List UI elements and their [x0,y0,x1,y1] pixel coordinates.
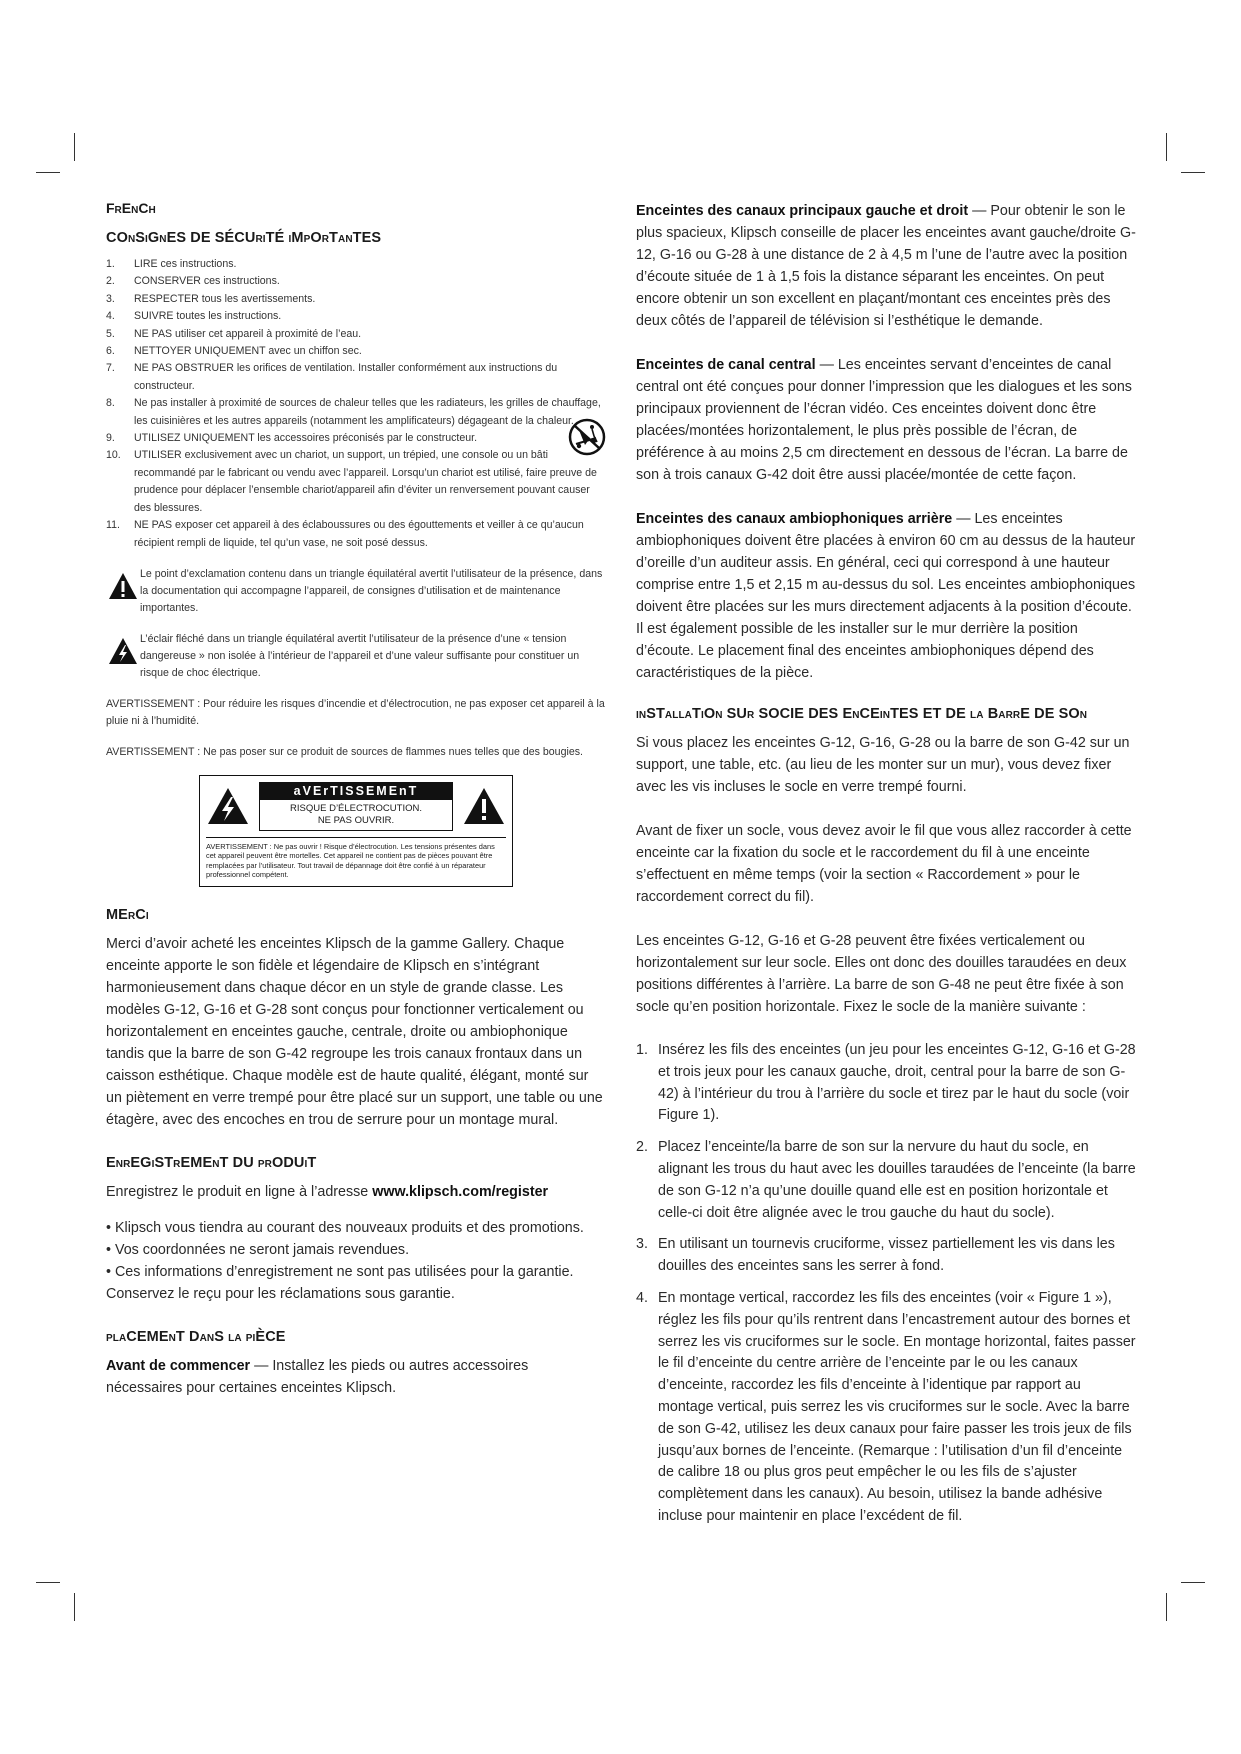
placement-before-lead: Avant de commencer [106,1357,251,1374]
crop-mark [1181,172,1205,173]
rear-speakers-paragraph [636,508,1136,684]
registration-intro-text: Enregistrez le produit en ligne à l’adresse [106,1183,373,1200]
merci-heading: MErCi [106,906,149,923]
item-text: les orifices de ventilation. Installer conformément aux instructions du constructeur. [134,362,558,392]
safety-list [106,256,606,552]
item-number: 6. [106,345,115,358]
item-number: 2. [106,275,115,288]
safety-item [106,447,606,517]
item-keyword: NE PAS OBSTRUER [134,362,234,375]
warning-fine-print: AVERTISSEMENT : Ne pas ouvrir ! Risque d’électrocution. Les tensions présentes dans cet appareil peuvent être mortelles. Cet appareil ne contient pas de pièces pouvant être remplacées par l’utilisateur. Tout travail de dépannage doit être confié à un réparateur professionnel compétent. [206,837,506,880]
center-speakers-text: — Les enceintes servant d’enceintes de canal central ont été conçues pour donner l’impression que les dialogues et les sons principaux proviennent de l’écran vidéo. Ces enceintes doivent donc être placées/montées horizontalement, le plus près possible de l’écran, de préférence à au moins 2,5 cm directement en dessous de l’écran. La barre de son à trois canaux G-42 doit être aussi placée/montée de cette façon. [636,357,1132,483]
item-keyword: CONSERVER [134,275,201,288]
registration-bullet: • Klipsch vous tiendra au courant des nouveaux produits et des promotions. [106,1219,584,1236]
exclamation-note [106,566,606,617]
item-number: 3. [106,292,115,305]
install-step [636,1288,1136,1528]
item-text: ces instructions. [157,258,237,270]
safety-item [106,326,606,343]
install-step [636,1137,1136,1224]
item-text: utiliser cet appareil à proximité de l’eau. [172,327,362,340]
center-speakers-paragraph [636,354,1136,486]
crop-mark [1181,1582,1205,1583]
install-paragraph-1: Si vous placez les enceintes G-12, G-16, G-28 ou la barre de son G-42 sur un support, une table, etc. (au lieu de les monter sur un mur), vous devez fixer avec les vis incluses le socle en verre trempé fourni. [636,735,1130,795]
risk-line-1: RISQUE D’ÉLECTROCUTION. [290,802,422,814]
install-step [636,1234,1136,1278]
item-text: toutes les instructions. [173,310,282,323]
item-keyword: SUIVRE [134,310,174,323]
install-paragraph-3: Les enceintes G-12, G-16 et G-28 peuvent être fixées verticalement ou horizontalement sur leur socle. Elles ont donc des douilles taraudées en deux positions différentes à l’arrière. La barre de son G-48 ne peut être fixée à son socle qu’en position horizontale. Fixez le socle de la manière suivante : [636,933,1127,1015]
safety-item [106,256,606,273]
front-speakers-text: — Pour obtenir le son le plus spacieux, Klipsch conseille de placer les enceintes avant gauche/droite G-12, G-16 ou G-28 à une distance de 2 à 4,5 m l’une de l’autre avec la position d’écoute située de 1 à 1,5 fois la distance séparant les enceintes. On peut encore obtenir un son excellent en plaçant/montant ces enceintes près des deux côtés de l’appareil de télévision si l’esthétique le demande. [636,203,1136,329]
item-keyword: NETTOYER UNIQUEMENT [134,345,266,358]
crop-mark [74,133,75,161]
item-keyword: NE PAS [134,519,173,532]
step-text: Placez l’enceinte/la barre de son sur la nervure du haut du socle, en alignant les trous du haut avec les douilles taraudées de l’enceinte (la barre de son G-12 n’a qu’une douille quand elle est en position horizontale et celle-ci doit être alignée avec le trou gauche du haut du socle). [658,1139,1136,1221]
safety-item [106,395,606,430]
item-number: 5. [106,327,115,340]
item-text: ces instructions. [200,275,280,288]
lightning-note [106,631,606,682]
registration-url[interactable]: www.klipsch.com/register [372,1183,549,1200]
step-number: 2. [636,1139,648,1156]
safety-item [106,291,606,308]
step-number: 4. [636,1289,648,1306]
item-keyword: Ne pas [134,397,168,410]
right-column [636,200,1136,1538]
language-label: FrEnCh [106,200,156,216]
placement-before [106,1355,606,1399]
lightning-note-text: L’éclair fléché dans un triangle équilatéral avertit l’utilisateur de la présence d’une « tension dangereuse » non isolée à l’intérieur de l’appareil et d’une valeur suffisante pour constituer un risque de choc électrique. [140,632,580,679]
item-text: exposer cet appareil à des éclaboussures ou des égouttements et veiller à ce qu’aucun récipient rempli de liquide, tel qu’un vase, ne soit posé dessus. [134,519,584,549]
item-keyword: UTILISER [134,449,182,462]
item-text: tous les avertissements. [198,292,316,305]
placement-before-text: — Installez les pieds ou autres accessoires nécessaires pour certaines enceintes Klipsch. [106,1357,529,1396]
exclamation-note-text: Le point d’exclamation contenu dans un triangle équilatéral avertit l’utilisateur de la présence, dans la documentation qui accompagne l’appareil, de consignes d’utilisation et de maintenance importantes. [140,567,603,614]
item-text: avec un chiffon sec. [265,345,362,358]
crop-mark [74,1593,75,1621]
rear-speakers-text: — Les enceintes ambiophoniques doivent être placées à environ 60 cm au dessus de la hauteur d’oreille d’un auditeur assis. En général, ceci qui correspond à une hauteur comprise entre 1,5 et 2,15 m au-dessus du sol. Les enceintes ambiophoniques doivent être placées sur les murs directement adjacents à la position d’écoute. Il est également possible de les installer sur le mur derrière la position d’écoute. Le placement final des enceintes ambiophoniques dépend des caractéristiques de la pièce. [636,511,1136,681]
warning-label-box [199,775,513,887]
item-number: 1. [106,258,115,270]
item-number: 10. [106,449,121,462]
crop-mark [1166,1593,1167,1621]
front-speakers-paragraph [636,200,1136,332]
step-text: Insérez les fils des enceintes (un jeu pour les enceintes G-12, G-16 et G-28 et trois jeux pour les canaux gauche, droit, central pour la barre de son G-42) à l’intérieur du trou à l’arrière du socle et tirez par le haut du socle (voir Figure 1). [658,1042,1136,1124]
install-steps [636,1040,1136,1528]
merci-text: Merci d’avoir acheté les enceintes Klipsch de la gamme Gallery. Chaque enceinte apporte le son fidèle et légendaire de Klipsch en s’intégrant harmonieusement dans chaque décor en un style de grande classe. Les modèles G-12, G-16 et G-28 sont conçus pour fonctionner verticalement ou horizontalement en enceintes gauche, centrale, droite ou ambiophonique tandis que la barre de son G-42 regroupe les trois canaux frontaux dans un caisson esthétique. Chaque modèle est de haute qualité, élégant, monté sur un piètement en verre trempé pour être placé sur un support, une table ou une étagère, avec des encoches en trou de serrure pour un montage mural. [106,935,603,1128]
safety-item [106,517,606,552]
item-number: 11. [106,519,120,532]
item-keyword: UTILISEZ UNIQUEMENT [134,432,255,445]
item-text: exclusivement avec un chariot, un support, un trépied, une console ou un bâti recommandé par le fabricant ou vendu avec l’appareil. Lorsqu’un chariot est utilisé, faire preuve de prudence pour déplacer l’ensemble chariot/appareil afin d’éviter un renversement pouvant causer des blessures. [134,449,597,514]
exclamation-triangle-icon [106,572,140,600]
safety-heading: COnSiGnES DE SÉCUriTÉ iMpOrTanTES [106,230,382,246]
install-paragraph-2: Avant de fixer un socle, vous devez avoir le fil que vous allez raccorder à cette enceinte car la fixation du socle et le raccordement du fil à une enceinte s’effectuent en même temps (voir la section « Raccordement » pour le raccordement correct du fil). [636,823,1132,905]
warning-flames: AVERTISSEMENT : Ne pas poser sur ce produit de sources de flammes nues telles que des bougies. [106,745,583,758]
safety-item [106,343,606,360]
risk-line-2: NE PAS OUVRIR. [317,814,395,826]
item-text: les accessoires préconisés par le constructeur. [254,432,478,445]
item-keyword: RESPECTER [134,292,199,305]
lightning-triangle-icon [106,637,140,665]
item-number: 9. [106,432,115,445]
crop-mark [36,1582,60,1583]
item-keyword: LIRE [134,258,158,270]
step-text: En utilisant un tournevis cruciforme, vissez partiellement les vis dans les douilles des enceintes sans les serrer à fond. [658,1236,1115,1275]
rear-speakers-lead: Enceintes des canaux ambiophoniques arrière [636,511,953,527]
registration-heading: EnrEGiSTrEMEnT DU prODUiT [106,1154,317,1171]
step-text: En montage vertical, raccordez les fils des enceintes (voir « Figure 1 »), réglez les fils pour qu’ils rentrent dans l’encastrement autour des bornes et serrez les vis cruciformes sur le socle. En montage horizontal, faites passer le fil d’enceinte du centre arrière de l’enceinte par le ou les canaux d’enceinte, raccordez les fils d’enceinte à l’identique par rapport au montage vertical, puis serrez les vis cruciformes sur le socle. Avec la barre de son G-42, utilisez les deux canaux pour faire passer les trois jeux de fils jusqu’aux bornes de l’enceinte. (Remarque : l’utilisation d’un fil d’enceinte de calibre 18 ou plus gros peut empêcher le ou les fils de s’ajuster complètement dans les canaux). Au besoin, utilisez la bande adhésive incluse pour maintenir en place l’excédent de fil. [658,1289,1136,1524]
registration-bullet: • Vos coordonnées ne seront jamais revendues. [106,1241,410,1258]
center-speakers-lead: Enceintes de canal central [636,357,816,373]
exclamation-triangle-icon [462,786,506,826]
warning-banner: aVErTISSEMEnT [259,782,453,800]
safety-item [106,308,606,325]
step-number: 1. [636,1042,648,1058]
item-keyword: NE PAS [134,327,173,340]
item-number: 8. [106,397,115,410]
install-heading: inSTallaTiOn SUr SOCIE DES EnCEinTES ET DE la BarrE DE SOn [636,706,1088,722]
lightning-triangle-icon [206,786,250,826]
warning-humidity: AVERTISSEMENT : Pour réduire les risques d’incendie et d’électrocution, ne pas exposer cet appareil à la pluie ni à l’humidité. [106,697,605,727]
crop-mark [36,172,60,173]
registration-keep: Conservez le reçu pour les réclamations sous garantie. [106,1285,455,1302]
left-column [106,200,606,1399]
safety-item [106,430,606,447]
item-number: 4. [106,310,115,323]
item-text: installer à proximité de sources de chaleur telles que les radiateurs, les grilles de chauffage, les cuisinières et les autres appareils (notamment les amplificateurs) dégageant de la chaleur. [134,397,601,427]
placement-heading: plaCEMEnT DanS la piÈCE [106,1328,286,1345]
registration-intro [106,1181,606,1203]
step-number: 3. [636,1236,648,1253]
front-speakers-lead: Enceintes des canaux principaux gauche et droit [636,203,969,219]
install-step [636,1040,1136,1127]
registration-bullet: • Ces informations d’enregistrement ne sont pas utilisées pour la garantie. [106,1263,574,1280]
item-number: 7. [106,362,115,375]
safety-item [106,273,606,290]
safety-item [106,360,606,395]
crop-mark [1166,133,1167,161]
